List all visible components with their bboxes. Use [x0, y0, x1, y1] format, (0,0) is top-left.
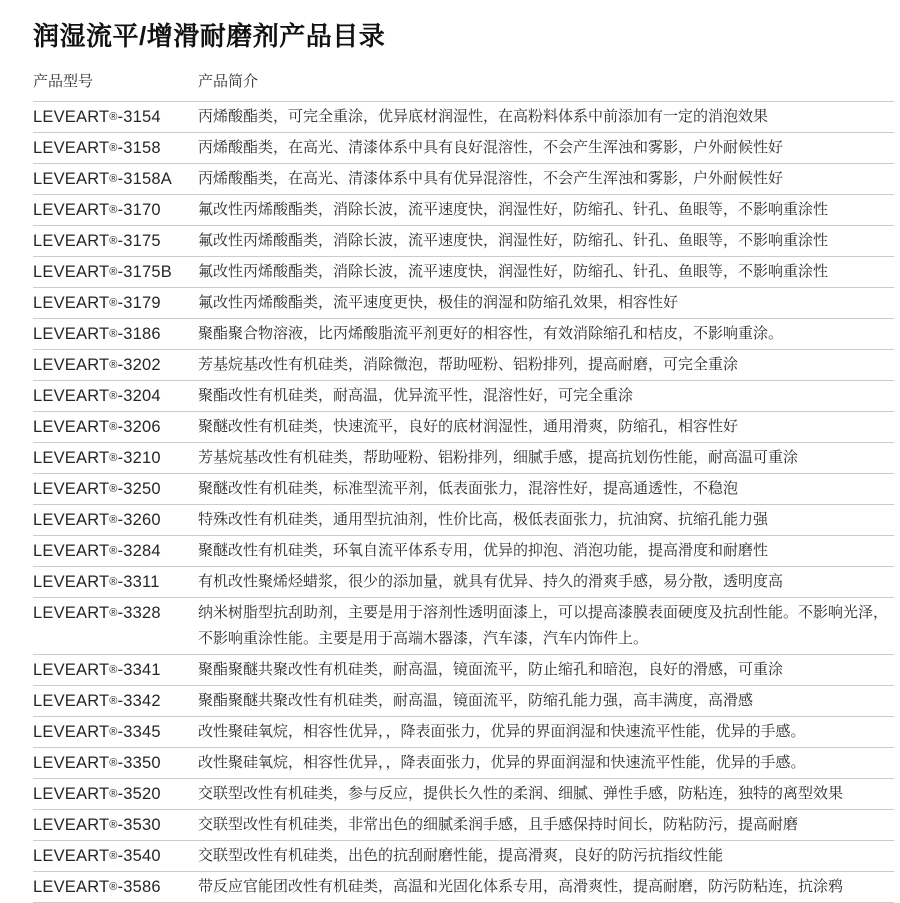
table-row — [33, 349, 894, 380]
table-row — [33, 380, 894, 411]
product-model: LEVEART®-3328 — [33, 604, 161, 622]
registered-trademark-symbol: ® — [109, 788, 118, 800]
product-model: LEVEART®-3204 — [33, 387, 161, 405]
product-description: 聚酯改性有机硅类，耐高温，优异流平性，混溶性好，可完全重涂 — [198, 387, 634, 404]
product-model: LEVEART®-3175 — [33, 232, 161, 250]
table-row — [33, 194, 894, 225]
registered-trademark-symbol: ® — [109, 421, 118, 433]
product-model: LEVEART®-3540 — [33, 847, 161, 865]
table-row — [33, 778, 894, 809]
registered-trademark-symbol: ® — [109, 850, 118, 862]
table-row — [33, 809, 894, 840]
registered-trademark-symbol: ® — [109, 328, 118, 340]
table-row — [33, 716, 894, 747]
table-row — [33, 411, 894, 442]
registered-trademark-symbol: ® — [109, 359, 118, 371]
table-row — [33, 747, 894, 778]
table-row — [33, 597, 894, 654]
product-model: LEVEART®-3202 — [33, 356, 161, 374]
product-model: LEVEART®-3342 — [33, 692, 161, 710]
product-model: LEVEART®-3210 — [33, 449, 161, 467]
product-model: LEVEART®-3170 — [33, 201, 161, 219]
product-description: 交联型改性有机硅类，参与反应，提供长久性的柔润、细腻、弹性手感，防粘连，独特的离型效果 — [198, 785, 844, 802]
product-description: 改性聚硅氧烷，相容性优异，，降表面张力，优异的界面润湿和快速流平性能，优异的手感。 — [198, 754, 806, 771]
product-description: 聚酯聚合物溶液，比丙烯酸脂流平剂更好的相容性，有效消除缩孔和桔皮，不影响重涂。 — [198, 325, 784, 342]
product-table — [33, 69, 894, 903]
product-description: 带反应官能团改性有机硅类，高温和光固化体系专用，高滑爽性，提高耐磨，防污防粘连，抗涂鸦 — [198, 878, 844, 895]
product-model: LEVEART®-3345 — [33, 723, 161, 741]
registered-trademark-symbol: ® — [109, 204, 118, 216]
registered-trademark-symbol: ® — [109, 235, 118, 247]
column-header-model: 产品型号 — [33, 73, 94, 90]
registered-trademark-symbol: ® — [109, 576, 118, 588]
product-description: 聚酯聚醚共聚改性有机硅类，耐高温，镜面流平，防止缩孔和暗泡，良好的滑感，可重涂 — [198, 661, 784, 678]
table-row — [33, 225, 894, 256]
product-description: 聚酯聚醚共聚改性有机硅类，耐高温，镜面流平，防缩孔能力强，高丰满度，高滑感 — [198, 692, 754, 709]
product-description: 聚醚改性有机硅类，标准型流平剂，低表面张力，混溶性好，提高通透性，不稳泡 — [198, 480, 739, 497]
product-description: 氟改性丙烯酸酯类，消除长波，流平速度快，润湿性好，防缩孔、针孔、鱼眼等，不影响重涂性 — [198, 201, 829, 218]
registered-trademark-symbol: ® — [109, 819, 118, 831]
product-description: 丙烯酸酯类，可完全重涂，优异底材润湿性，在高粉料体系中前添加有一定的消泡效果 — [198, 108, 769, 125]
registered-trademark-symbol: ® — [109, 483, 118, 495]
product-model: LEVEART®-3586 — [33, 878, 161, 896]
product-description: 丙烯酸酯类，在高光、清漆体系中具有良好混溶性，不会产生浑浊和雾影，户外耐候性好 — [198, 139, 784, 156]
product-model: LEVEART®-3350 — [33, 754, 161, 772]
product-description: 氟改性丙烯酸酯类，消除长波，流平速度快，润湿性好，防缩孔、针孔、鱼眼等，不影响重涂性 — [198, 263, 829, 280]
registered-trademark-symbol: ® — [109, 142, 118, 154]
product-description: 交联型改性有机硅类，出色的抗刮耐磨性能，提高滑爽，良好的防污抗指纹性能 — [198, 847, 724, 864]
product-description: 改性聚硅氧烷，相容性优异，，降表面张力，优异的界面润湿和快速流平性能，优异的手感。 — [198, 723, 806, 740]
product-description: 芳基烷基改性有机硅类，帮助哑粉、铝粉排列，细腻手感，提高抗划伤性能，耐高温可重涂 — [198, 449, 799, 466]
table-row — [33, 318, 894, 349]
table-row — [33, 871, 894, 902]
registered-trademark-symbol: ® — [109, 452, 118, 464]
registered-trademark-symbol: ® — [109, 111, 118, 123]
registered-trademark-symbol: ® — [109, 726, 118, 738]
product-model: LEVEART®-3206 — [33, 418, 161, 436]
product-description: 聚醚改性有机硅类，环氧自流平体系专用，优异的抑泡、消泡功能，提高滑度和耐磨性 — [198, 542, 769, 559]
product-model: LEVEART®-3175B — [33, 263, 173, 281]
product-description: 有机改性聚烯烃蜡浆，很少的添加量，就具有优异、持久的滑爽手感，易分散，透明度高 — [198, 573, 784, 590]
product-model: LEVEART®-3311 — [33, 573, 160, 591]
table-row — [33, 287, 894, 318]
product-description: 氟改性丙烯酸酯类，流平速度更快，极佳的润湿和防缩孔效果，相容性好 — [198, 294, 679, 311]
product-description: 交联型改性有机硅类，非常出色的细腻柔润手感，且手感保持时间长，防粘防污，提高耐磨 — [198, 816, 799, 833]
table-row — [33, 256, 894, 287]
product-model: LEVEART®-3284 — [33, 542, 161, 560]
product-description: 芳基烷基改性有机硅类，消除微泡，帮助哑粉、铝粉排列，提高耐磨，可完全重涂 — [198, 356, 739, 373]
product-model: LEVEART®-3179 — [33, 294, 161, 312]
table-header-row — [33, 69, 894, 101]
registered-trademark-symbol: ® — [109, 173, 118, 185]
registered-trademark-symbol: ® — [109, 664, 118, 676]
table-body — [33, 101, 894, 903]
product-model: LEVEART®-3520 — [33, 785, 161, 803]
column-header-desc: 产品简介 — [198, 73, 259, 90]
table-row — [33, 101, 894, 132]
product-model: LEVEART®-3158A — [33, 170, 173, 188]
product-model: LEVEART®-3530 — [33, 816, 161, 834]
product-description: 纳米树脂型抗刮助剂，主要是用于溶剂性透明面漆上，可以提高漆膜表面硬度及抗刮性能。不影响光泽，不影响重涂性能。主要是用于高端木器漆，汽车漆，汽车内饰件上。 — [198, 604, 889, 647]
registered-trademark-symbol: ® — [109, 297, 118, 309]
product-description: 聚醚改性有机硅类，快速流平，良好的底材润湿性，通用滑爽，防缩孔，相容性好 — [198, 418, 739, 435]
table-row — [33, 840, 894, 871]
product-description: 丙烯酸酯类，在高光、清漆体系中具有优异混溶性，不会产生浑浊和雾影，户外耐候性好 — [198, 170, 784, 187]
table-row — [33, 535, 894, 566]
table-row — [33, 442, 894, 473]
product-model: LEVEART®-3158 — [33, 139, 161, 157]
table-row — [33, 685, 894, 716]
table-row — [33, 163, 894, 194]
registered-trademark-symbol: ® — [109, 695, 118, 707]
registered-trademark-symbol: ® — [109, 757, 118, 769]
registered-trademark-symbol: ® — [109, 545, 118, 557]
registered-trademark-symbol: ® — [109, 607, 118, 619]
table-row — [33, 473, 894, 504]
product-model: LEVEART®-3260 — [33, 511, 161, 529]
product-model: LEVEART®-3154 — [33, 108, 161, 126]
product-model: LEVEART®-3186 — [33, 325, 161, 343]
table-row — [33, 132, 894, 163]
registered-trademark-symbol: ® — [109, 881, 118, 893]
product-description: 氟改性丙烯酸酯类，消除长波，流平速度快，润湿性好，防缩孔、针孔、鱼眼等，不影响重涂性 — [198, 232, 829, 249]
product-model: LEVEART®-3250 — [33, 480, 161, 498]
table-row — [33, 566, 894, 597]
registered-trademark-symbol: ® — [109, 390, 118, 402]
registered-trademark-symbol: ® — [109, 514, 118, 526]
table-row — [33, 504, 894, 535]
registered-trademark-symbol: ® — [109, 266, 118, 278]
product-model: LEVEART®-3341 — [33, 661, 161, 679]
page-title: 润湿流平/增滑耐磨剂产品目录 — [33, 21, 386, 51]
product-description: 特殊改性有机硅类，通用型抗油剂，性价比高，极低表面张力，抗油窝、抗缩孔能力强 — [198, 511, 769, 528]
table-row — [33, 654, 894, 685]
